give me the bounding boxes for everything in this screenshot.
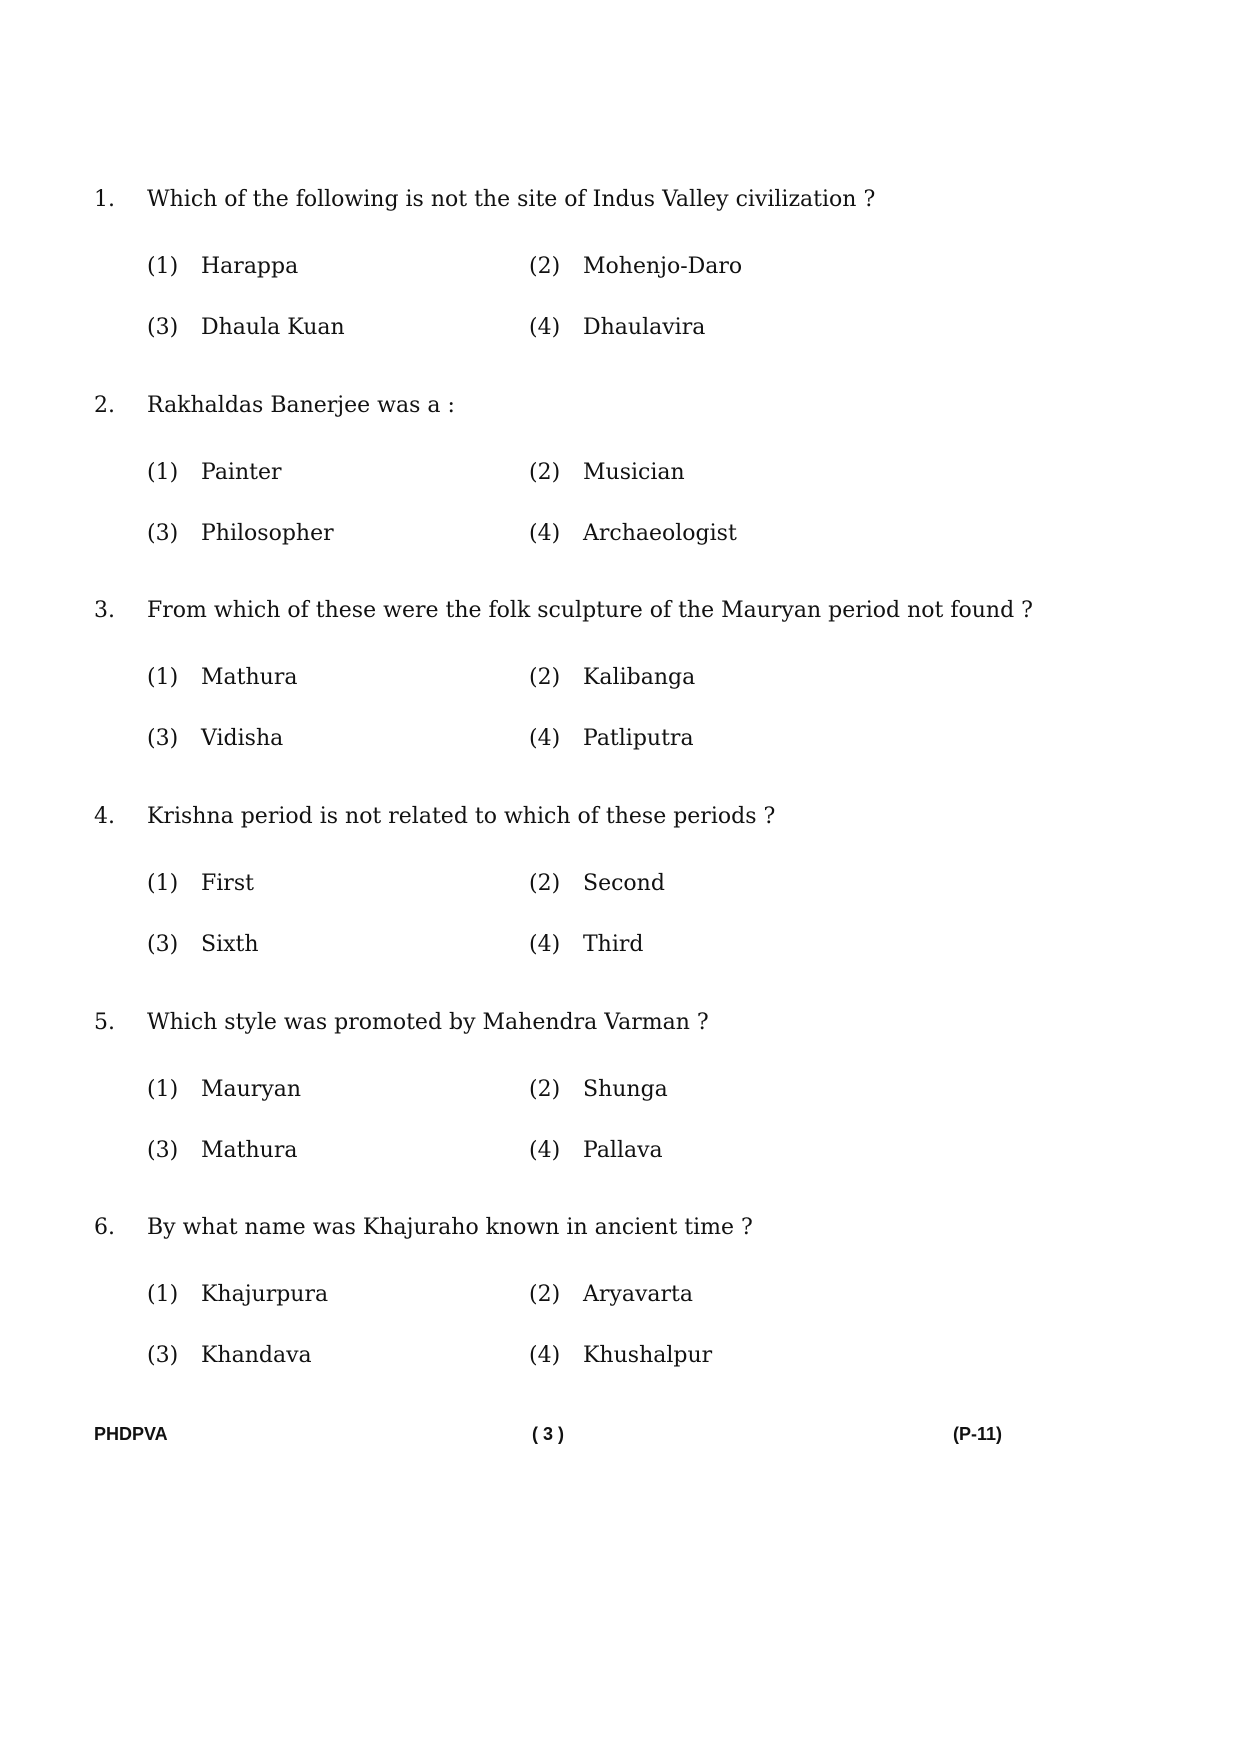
option-number: (4) bbox=[529, 1138, 561, 1163]
option-number: (1) bbox=[147, 871, 179, 896]
option-text: Khajurpura bbox=[201, 1282, 329, 1307]
option-number: (2) bbox=[529, 1282, 561, 1307]
question-number: 2. bbox=[94, 393, 115, 418]
option-number: (3) bbox=[147, 315, 179, 340]
question-number: 5. bbox=[94, 1010, 115, 1035]
option-text: Second bbox=[583, 871, 665, 896]
option-text: Mauryan bbox=[201, 1077, 302, 1102]
option-text: Mathura bbox=[201, 665, 298, 690]
option-text: First bbox=[201, 871, 254, 896]
option-text: Vidisha bbox=[201, 726, 284, 751]
option-text: Khandava bbox=[201, 1343, 312, 1368]
question-number: 3. bbox=[94, 598, 115, 623]
option-number: (2) bbox=[529, 665, 561, 690]
option-number: (1) bbox=[147, 665, 179, 690]
option-number: (3) bbox=[147, 726, 179, 751]
option-text: Mathura bbox=[201, 1138, 298, 1163]
option-text: Patliputra bbox=[583, 726, 694, 751]
question-text: Which style was promoted by Mahendra Varman ? bbox=[147, 1010, 709, 1035]
question-number: 6. bbox=[94, 1215, 115, 1240]
question-number: 4. bbox=[94, 804, 115, 829]
option-text: Musician bbox=[583, 460, 685, 485]
option-text: Kalibanga bbox=[583, 665, 696, 690]
question-text: By what name was Khajuraho known in ancient time ? bbox=[147, 1215, 753, 1240]
option-text: Mohenjo-Daro bbox=[583, 254, 743, 279]
option-number: (2) bbox=[529, 254, 561, 279]
option-number: (2) bbox=[529, 871, 561, 896]
option-text: Philosopher bbox=[201, 521, 334, 546]
option-text: Painter bbox=[201, 460, 282, 485]
option-number: (2) bbox=[529, 1077, 561, 1102]
option-text: Sixth bbox=[201, 932, 259, 957]
option-number: (2) bbox=[529, 460, 561, 485]
option-number: (3) bbox=[147, 932, 179, 957]
option-text: Dhaulavira bbox=[583, 315, 706, 340]
question-number: 1. bbox=[94, 187, 115, 212]
option-number: (1) bbox=[147, 460, 179, 485]
option-number: (1) bbox=[147, 254, 179, 279]
option-number: (1) bbox=[147, 1077, 179, 1102]
option-number: (1) bbox=[147, 1282, 179, 1307]
option-number: (4) bbox=[529, 726, 561, 751]
footer-page-ref: (P-11) bbox=[953, 1424, 1003, 1444]
option-number: (3) bbox=[147, 1138, 179, 1163]
footer-paper-code: PHDPVA bbox=[94, 1424, 168, 1444]
option-number: (4) bbox=[529, 1343, 561, 1368]
question-text: Krishna period is not related to which of these periods ? bbox=[147, 804, 776, 829]
option-number: (4) bbox=[529, 932, 561, 957]
option-text: Pallava bbox=[583, 1138, 663, 1163]
option-text: Archaeologist bbox=[583, 521, 737, 546]
option-number: (4) bbox=[529, 315, 561, 340]
option-number: (4) bbox=[529, 521, 561, 546]
question-text: Which of the following is not the site of Indus Valley civilization ? bbox=[147, 187, 876, 212]
option-text: Dhaula Kuan bbox=[201, 315, 345, 340]
footer-page-number: ( 3 ) bbox=[532, 1424, 565, 1444]
option-text: Harappa bbox=[201, 254, 299, 279]
option-text: Shunga bbox=[583, 1077, 668, 1102]
question-text: From which of these were the folk sculpture of the Mauryan period not found ? bbox=[147, 598, 1033, 623]
option-text: Third bbox=[583, 932, 644, 957]
question-text: Rakhaldas Banerjee was a : bbox=[147, 393, 455, 418]
option-text: Khushalpur bbox=[583, 1343, 713, 1368]
option-text: Aryavarta bbox=[583, 1282, 693, 1307]
option-number: (3) bbox=[147, 521, 179, 546]
option-number: (3) bbox=[147, 1343, 179, 1368]
